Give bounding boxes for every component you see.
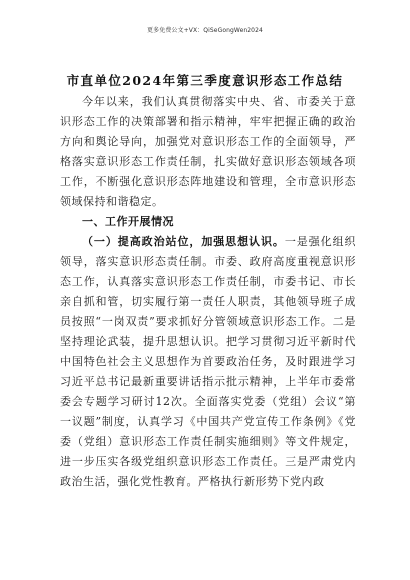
subsection-heading-1: （一）提高政治站位，加强思想认识。 (82, 235, 285, 248)
subsection-body-1: 一是强化组织领导，落实意识形态责任制。市委、政府高度重视意识形态工作，认真落实意识形态工作责任制，市委书记、市长亲自抓和管，切实履行第一责任人职责，其他领导班子成员按照“一岗双责”要求抓好分管领域意识形态工作。二是坚持理论武装，提升思想认识。把学习贯彻习近平新时代中国特色社会主义思想作为首要政治任务，及时跟进学习习近平总书记最新重要讲话指示批示精神，上半年市委常委会专题学习研讨12次。全面落实党委（党组）会议“第一议题”制度，认真学习《中国共产党宣传工作条例》《党委（党组）意识形态工作责任制实施细则》等文件规定，进一步压实各级党组织意识形态工作责任。三是严肃党内政治生活，强化党性教育。严格执行新形势下党内政 (60, 235, 357, 488)
intro-paragraph: 今年以来，我们认真贯彻落实中央、省、市委关于意识形态工作的决策部署和指示精神，牢牢把握正确的政治方向和舆论导向，加强党对意识形态工作的全面领导，严格落实意识形态工作责任制，扎实做好意识形态领域各项工作，不断强化意识形态阵地建设和管理，全市意识形态领域保持和谐稳定。 (60, 95, 356, 208)
subsection-paragraph-1 (60, 232, 356, 492)
document-title: 市直单位2024年第三季度意识形态工作总结 (66, 73, 344, 88)
header-note: 更多免费公文+VX：QiSeGongWen2024 (147, 27, 263, 34)
document-body (60, 92, 356, 492)
section-heading-1: 一、工作开展情况 (82, 215, 174, 228)
